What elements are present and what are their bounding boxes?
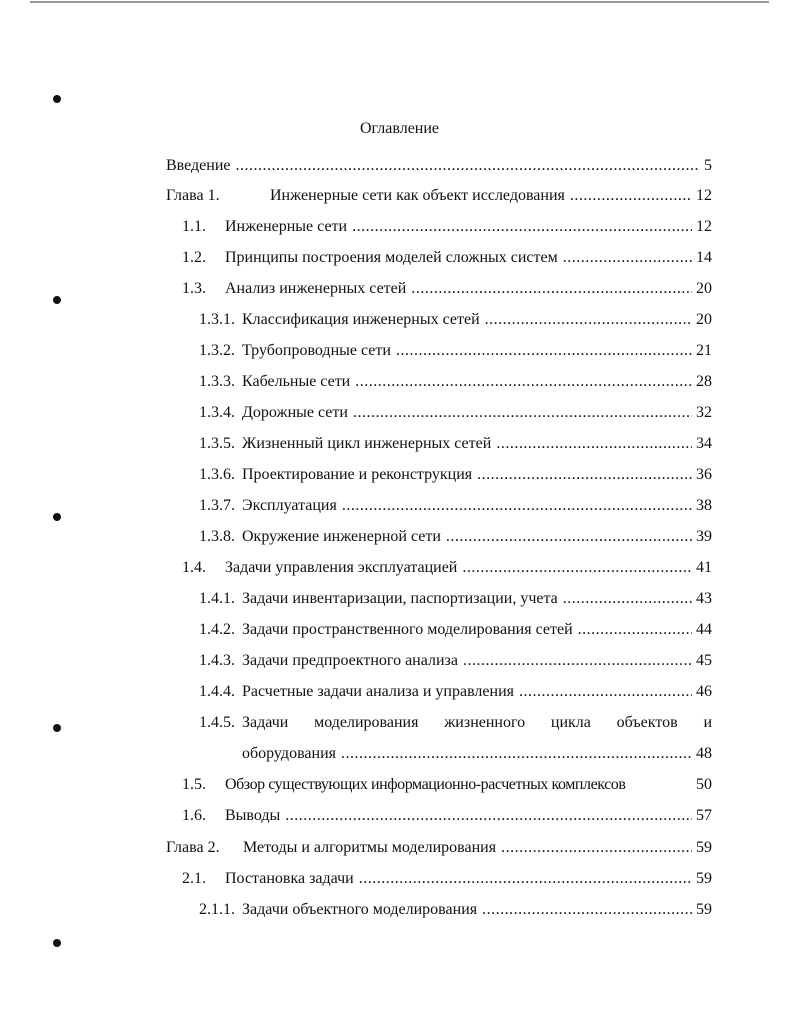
toc-entry-word: жизненного — [444, 714, 526, 731]
toc-entry-number: 1.3.5. — [199, 435, 235, 452]
toc-entry-text-justified — [242, 713, 712, 733]
toc-entry-page: 38 — [696, 497, 712, 514]
toc-entry[interactable] — [199, 527, 712, 547]
toc-entry-page: 28 — [696, 373, 712, 390]
toc-entry-number: 1.4.5. — [199, 714, 235, 731]
toc-entry[interactable] — [199, 620, 712, 640]
leader-dots — [411, 279, 692, 299]
binding-hole-mark — [53, 95, 61, 103]
toc-entry-number: Глава 2. — [166, 839, 220, 856]
leader-dots — [342, 496, 692, 516]
toc-entry-number: 1.3.7. — [199, 497, 235, 514]
toc-entry-number: 1.5. — [182, 776, 206, 793]
toc-entry-page: 20 — [696, 311, 712, 328]
toc-entry-text: Проектирование и реконструкция — [242, 466, 473, 483]
toc-entry[interactable] — [199, 682, 712, 702]
toc-entry[interactable] — [166, 186, 712, 206]
toc-entry[interactable] — [199, 372, 712, 392]
leader-dots — [519, 682, 692, 702]
page-title: Оглавление — [359, 120, 440, 137]
toc-entry-text: Жизненный цикл инженерных сетей — [242, 435, 492, 452]
leader-dots — [353, 403, 692, 423]
toc-entry-text: Принципы построения моделей сложных систем — [225, 249, 558, 266]
toc-entry-text: Методы и алгоритмы моделирования — [243, 839, 497, 856]
toc-entry-page: 20 — [696, 280, 712, 297]
toc-entry-word: цикла — [550, 714, 591, 731]
toc-entry[interactable] — [199, 310, 712, 330]
toc-entry[interactable] — [182, 806, 712, 826]
toc-entry-number: 1.3.3. — [199, 373, 235, 390]
leader-dots — [482, 900, 692, 920]
toc-entry[interactable] — [199, 589, 712, 609]
leader-dots — [236, 156, 701, 176]
toc-entry[interactable] — [182, 869, 712, 889]
toc-entry[interactable] — [199, 496, 712, 516]
toc-entry-number: 1.3.8. — [199, 528, 235, 545]
toc-entry-number: 1.3.2. — [199, 342, 235, 359]
toc-entry-page: 21 — [696, 342, 712, 359]
toc-entry-page: 57 — [696, 807, 712, 824]
toc-entry-text: Трубопроводные сети — [242, 342, 391, 359]
toc-entry-text: Постановка задачи — [225, 870, 354, 887]
toc-entry-number: 2.1. — [182, 870, 206, 887]
toc-entry-number: 1.3.4. — [199, 404, 235, 421]
toc-entry-number: Глава 1. — [166, 187, 220, 204]
leader-dots — [352, 217, 692, 237]
toc-entry-word: объектов — [616, 714, 678, 731]
toc-entry-number: 1.3. — [182, 280, 206, 297]
toc-entry[interactable] — [199, 713, 712, 733]
binding-hole-mark — [53, 939, 61, 947]
toc-entry[interactable] — [182, 217, 712, 237]
leader-dots — [485, 310, 692, 330]
toc-entry-page: 39 — [696, 528, 712, 545]
binding-hole-mark — [53, 724, 61, 732]
toc-entry-text: Эксплуатация — [242, 497, 337, 514]
leader-dots — [359, 869, 692, 889]
toc-entry-number: 1.4.1. — [199, 590, 235, 607]
toc-entry-page: 36 — [696, 466, 712, 483]
toc-entry-word: Задачи — [242, 714, 289, 731]
toc-entry-number: 1.4.3. — [199, 652, 235, 669]
binding-hole-mark — [53, 513, 61, 521]
toc-entry[interactable] — [199, 465, 712, 485]
toc-entry-page: 43 — [696, 590, 712, 607]
toc-entry-text: Дорожные сети — [242, 404, 348, 421]
toc-entry-page: 50 — [696, 776, 712, 793]
toc-entry-page: 59 — [696, 870, 712, 887]
toc-entry[interactable] — [182, 279, 712, 299]
toc-entry-number: 2.1.1. — [199, 901, 235, 918]
toc-entry-number: 1.4.2. — [199, 621, 235, 638]
toc-entry-text: Окружение инженерной сети — [242, 528, 441, 545]
toc-entry-text: Анализ инженерных сетей — [225, 280, 407, 297]
binding-hole-mark — [53, 296, 61, 304]
toc-entry[interactable] — [199, 403, 712, 423]
toc-entry-page: 59 — [696, 839, 712, 856]
toc-entry-page: 12 — [696, 187, 712, 204]
leader-dots — [570, 186, 692, 206]
toc-entry[interactable] — [199, 434, 712, 454]
toc-entry-text: Задачи предпроектного анализа — [242, 652, 458, 669]
toc-entry-number: 1.4. — [182, 559, 206, 576]
toc-entry-text: Расчетные задачи анализа и управления — [242, 683, 514, 700]
toc-entry-text: Задачи управления эксплуатацией — [225, 559, 458, 576]
toc-entry-word: и — [703, 714, 712, 731]
toc-entry-page: 5 — [704, 157, 712, 174]
toc-entry[interactable] — [182, 558, 712, 578]
toc-entry[interactable] — [199, 900, 712, 920]
leader-dots — [463, 651, 692, 671]
toc-entry-text: Инженерные сети — [225, 218, 348, 235]
toc-entry-number: 1.4.4. — [199, 683, 235, 700]
toc-entry-page: 59 — [696, 901, 712, 918]
toc-entry-page: 45 — [696, 652, 712, 669]
leader-dots — [396, 341, 692, 361]
toc-entry-text: Инженерные сети как объект исследования — [270, 187, 565, 204]
toc-entry-text: Обзор существующих информационно-расчетных комплексов — [225, 776, 626, 793]
toc-entry[interactable] — [182, 248, 712, 268]
toc-entry-page: 14 — [696, 249, 712, 266]
toc-entry-page: 46 — [696, 683, 712, 700]
toc-entry-number: 1.2. — [182, 249, 206, 266]
toc-entry[interactable] — [182, 775, 712, 795]
toc-entry-number: 1.3.1. — [199, 311, 235, 328]
toc-entry-number: 1.1. — [182, 218, 206, 235]
toc-entry-continuation[interactable] — [242, 744, 712, 764]
toc-entry-page: 44 — [696, 621, 712, 638]
leader-dots — [446, 527, 692, 547]
leader-dots — [477, 465, 692, 485]
toc-entry-text: Задачи пространственного моделирования сетей — [242, 621, 573, 638]
leader-dots — [563, 248, 692, 268]
toc-entry[interactable] — [199, 651, 712, 671]
leader-dots — [496, 434, 692, 454]
toc-entry-page: 34 — [696, 435, 712, 452]
leader-dots — [578, 620, 692, 640]
toc-entry-page: 32 — [696, 404, 712, 421]
leader-dots — [355, 372, 692, 392]
toc-entry[interactable] — [199, 341, 712, 361]
toc-entry-page: 48 — [696, 745, 712, 762]
toc-entry-page: 12 — [696, 218, 712, 235]
toc-entry-text: Выводы — [225, 807, 281, 824]
toc-entry[interactable] — [166, 156, 712, 176]
leader-dots — [563, 589, 692, 609]
toc-entry-word: моделирования — [314, 714, 419, 731]
page-top-edge — [30, 1, 769, 3]
toc-entry-text: Задачи объектного моделирования — [242, 901, 478, 918]
leader-dots — [462, 558, 692, 578]
toc-entry-text: Введение — [166, 157, 231, 174]
toc-entry-text: Классификация инженерных сетей — [242, 311, 480, 328]
toc-entry-text: оборудования — [242, 745, 336, 762]
toc-entry-text: Задачи инвентаризации, паспортизации, учета — [242, 590, 558, 607]
leader-dots — [341, 744, 692, 764]
toc-entry[interactable] — [166, 838, 712, 858]
leader-dots — [501, 838, 692, 858]
leader-dots — [285, 806, 692, 826]
toc-entry-text: Кабельные сети — [242, 373, 351, 390]
toc-entry-page: 41 — [696, 559, 712, 576]
toc-entry-number: 1.6. — [182, 807, 206, 824]
toc-entry-number: 1.3.6. — [199, 466, 235, 483]
